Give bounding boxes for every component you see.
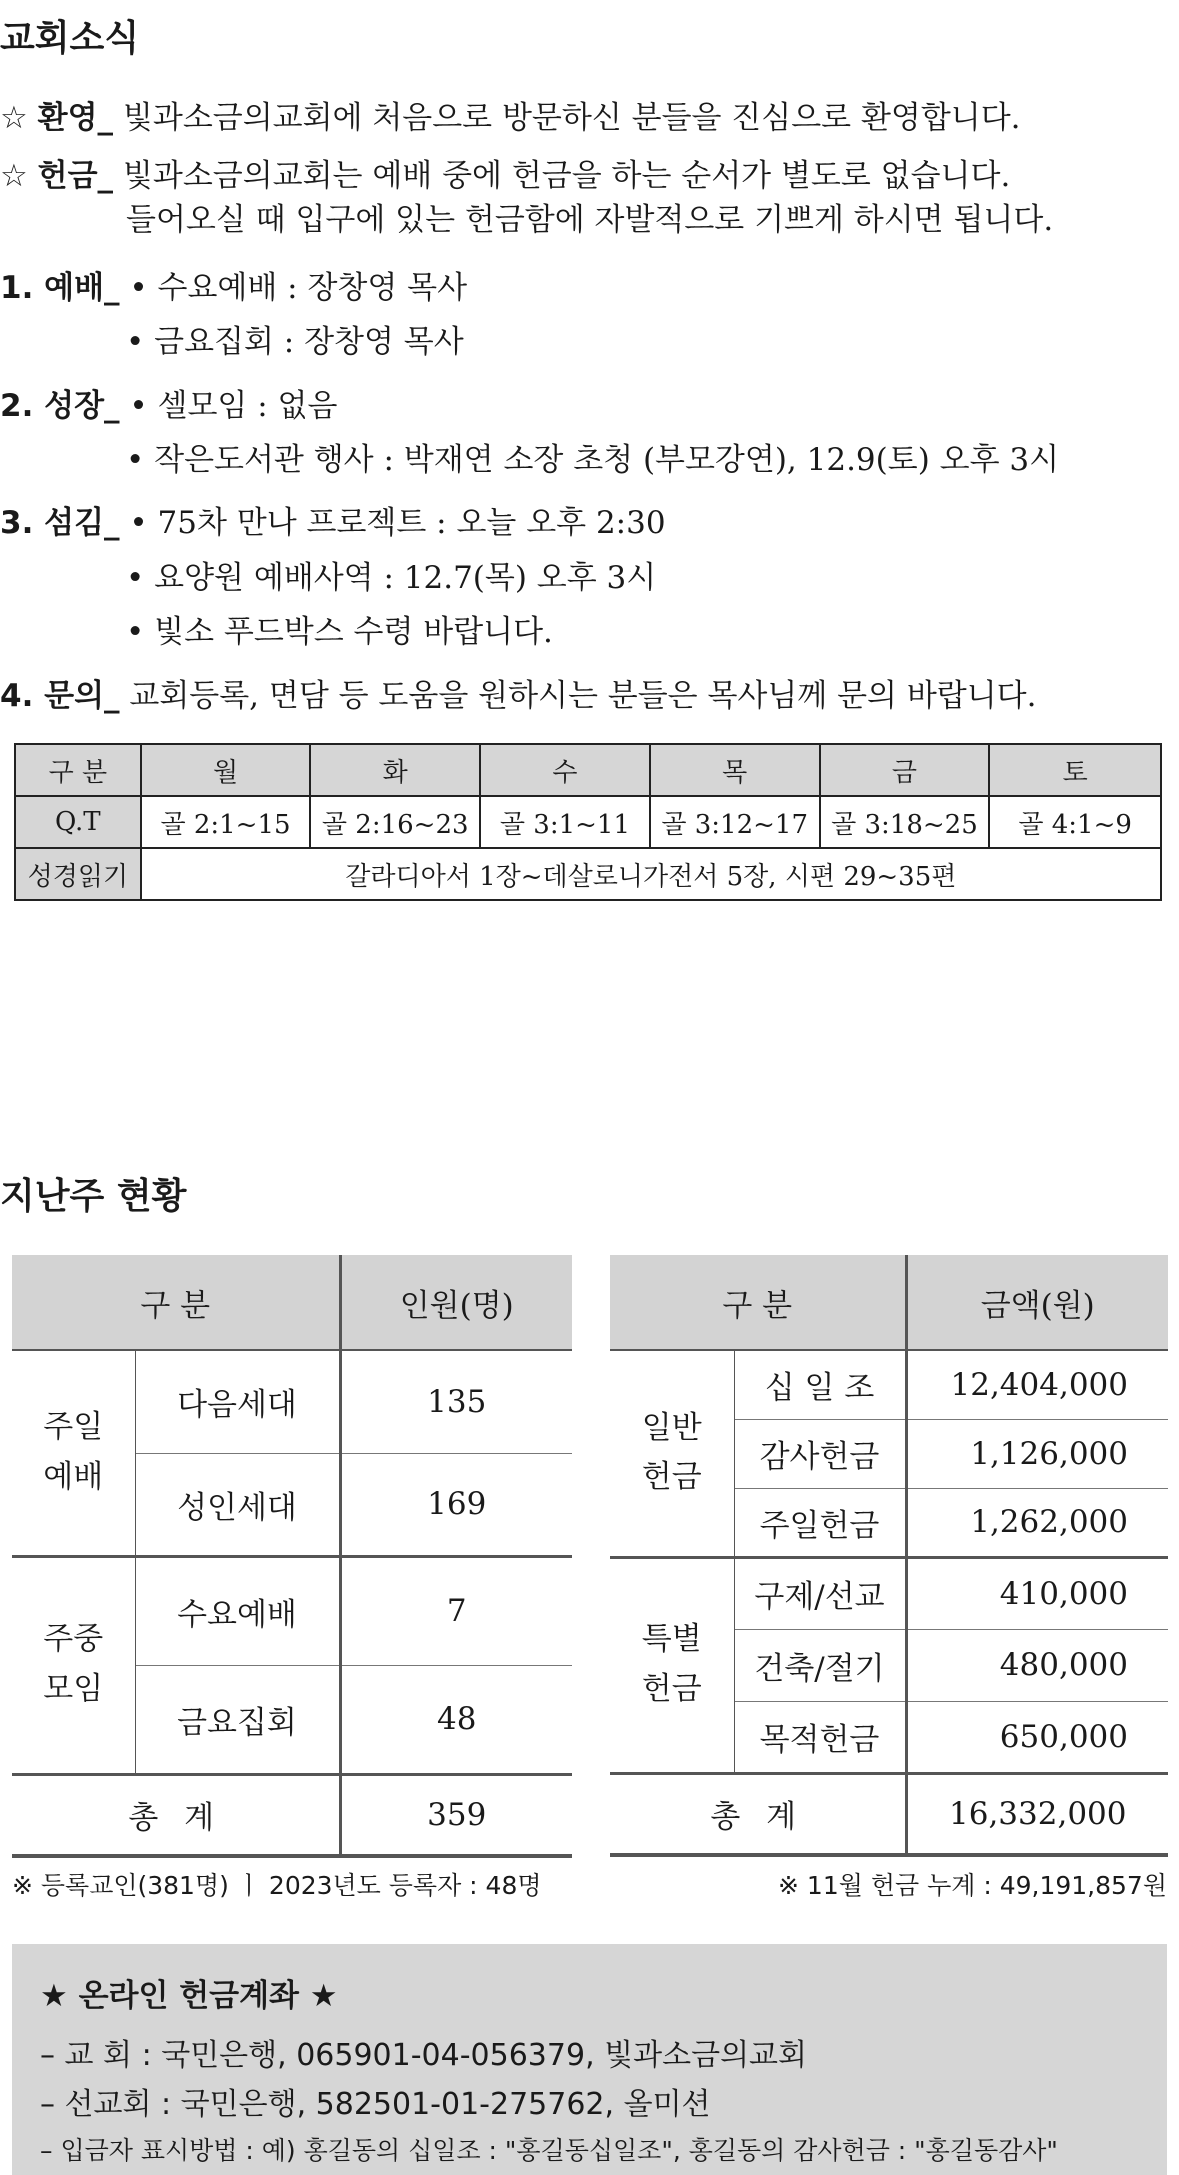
online-title: ★ 온라인 헌금계좌 ★	[40, 1978, 338, 2014]
growth-label: 2. 성장_	[0, 388, 120, 424]
header-cell: 화	[310, 744, 480, 796]
table-cell: 골 2:16~23	[310, 796, 480, 848]
serve-section	[0, 497, 666, 542]
header-cell: 토	[989, 744, 1161, 796]
table-cell: 410,000	[906, 1557, 1168, 1629]
row-label: 수요예배	[135, 1556, 340, 1665]
growth-item: • 셀모임 : 없음	[129, 388, 338, 424]
welcome-text: 빛과소금의교회에 처음으로 방문하신 분들을 진심으로 환영합니다.	[122, 100, 1021, 136]
total-label: 총 계	[12, 1774, 340, 1856]
total-label: 총 계	[610, 1773, 906, 1855]
table-cell: 1,126,000	[906, 1419, 1168, 1488]
header-cell: 월	[141, 744, 311, 796]
header-cell: 금액(원)	[906, 1255, 1168, 1350]
header-cell: 금	[820, 744, 990, 796]
inquiry-label: 4. 문의_	[0, 678, 120, 714]
table-cell: 골 2:1~15	[141, 796, 311, 848]
table-cell: 골 3:12~17	[650, 796, 820, 848]
total-value: 16,332,000	[906, 1773, 1168, 1855]
row-label: Q.T	[15, 796, 141, 848]
row-label: 건축/절기	[734, 1629, 906, 1701]
welcome-label: 환영_	[37, 100, 114, 136]
growth-item: • 작은도서관 행사 : 박재연 소장 초청 (부모강연), 12.9(토) 오후 3시	[126, 442, 1060, 478]
group-label: 일반 헌금	[610, 1350, 734, 1557]
table-cell: 7	[340, 1556, 572, 1665]
row-label: 목적헌금	[734, 1701, 906, 1773]
worship-item: • 금요집회 : 장창영 목사	[126, 324, 464, 360]
news-title: 교회소식	[0, 18, 140, 59]
row-label: 다음세대	[135, 1350, 340, 1453]
qt-row	[15, 796, 1161, 848]
table-cell: 12,404,000	[906, 1350, 1168, 1419]
inquiry-text: 교회등록, 면담 등 도움을 원하시는 분들은 목사님께 문의 바랍니다.	[129, 678, 1037, 714]
inquiry-section	[0, 670, 1036, 715]
header-cell: 목	[650, 744, 820, 796]
row-label: 주일헌금	[734, 1488, 906, 1557]
table-cell: 갈라디아서 1장~데살로니가전서 5장, 시편 29~35편	[141, 848, 1161, 900]
star-icon: ☆	[0, 100, 28, 136]
row-label: 금요집회	[135, 1665, 340, 1774]
schedule-header-row	[15, 744, 1161, 796]
online-account-box	[12, 1944, 1167, 2175]
header-cell: 구 분	[12, 1255, 340, 1350]
lastweek-title: 지난주 현황	[0, 1176, 187, 1217]
offering-label: 헌금_	[37, 158, 114, 194]
serve-item: • 빛소 푸드박스 수령 바랍니다.	[126, 614, 553, 650]
welcome-notice	[0, 92, 1021, 137]
row-label: 성인세대	[135, 1453, 340, 1556]
offering-table	[610, 1255, 1168, 1857]
worship-item: • 수요예배 : 장창영 목사	[129, 270, 468, 306]
row-label: 감사헌금	[734, 1419, 906, 1488]
header-cell: 수	[480, 744, 650, 796]
worship-section	[0, 262, 467, 307]
total-value: 359	[340, 1774, 572, 1856]
group-label: 주중 모임	[12, 1556, 135, 1774]
star-icon: ☆	[0, 158, 28, 194]
header-cell: 구 분	[15, 744, 141, 796]
table-cell: 48	[340, 1665, 572, 1774]
account-line: – 선교회 : 국민은행, 582501-01-275762, 올미션	[40, 2087, 711, 2122]
header-cell: 인원(명)	[340, 1255, 572, 1350]
table-cell: 169	[340, 1453, 572, 1556]
table-cell: 골 4:1~9	[989, 796, 1161, 848]
offering-text-2: 들어오실 때 입구에 있는 헌금함에 자발적으로 기쁘게 하시면 됩니다.	[126, 202, 1054, 238]
offering-notice	[0, 150, 1010, 195]
attendance-note: ※ 등록교인(381명) ㅣ 2023년도 등록자 : 48명	[12, 1871, 542, 1900]
group-label: 특별 헌금	[610, 1557, 734, 1773]
group-label: 주일 예배	[12, 1350, 135, 1556]
serve-item: • 요양원 예배사역 : 12.7(목) 오후 3시	[126, 560, 657, 596]
row-label: 성경읽기	[15, 848, 141, 900]
worship-label: 1. 예배_	[0, 270, 120, 306]
table-cell: 골 3:18~25	[820, 796, 990, 848]
offering-text-1: 빛과소금의교회는 예배 중에 헌금을 하는 순서가 별도로 없습니다.	[122, 158, 1011, 194]
offering-note: ※ 11월 헌금 누계 : 49,191,857원	[778, 1871, 1167, 1900]
table-cell: 650,000	[906, 1701, 1168, 1773]
serve-label: 3. 섬김_	[0, 505, 120, 541]
attendance-table	[12, 1255, 572, 1858]
table-cell: 135	[340, 1350, 572, 1453]
serve-item: • 75차 만나 프로젝트 : 오늘 오후 2:30	[129, 505, 666, 541]
growth-section	[0, 380, 337, 425]
bible-schedule-table	[14, 743, 1162, 901]
account-line: – 교 회 : 국민은행, 065901-04-056379, 빛과소금의교회	[40, 2038, 808, 2073]
row-label: 십 일 조	[734, 1350, 906, 1419]
deposit-instruction: – 입금자 표시방법 : 예) 홍길동의 십일조 : "홍길동십일조", 홍길동의 감사헌금 : "홍길동감사"	[40, 2136, 1058, 2165]
header-cell: 구 분	[610, 1255, 906, 1350]
row-label: 구제/선교	[734, 1557, 906, 1629]
table-cell: 1,262,000	[906, 1488, 1168, 1557]
table-cell: 480,000	[906, 1629, 1168, 1701]
table-cell: 골 3:1~11	[480, 796, 650, 848]
reading-row	[15, 848, 1161, 900]
